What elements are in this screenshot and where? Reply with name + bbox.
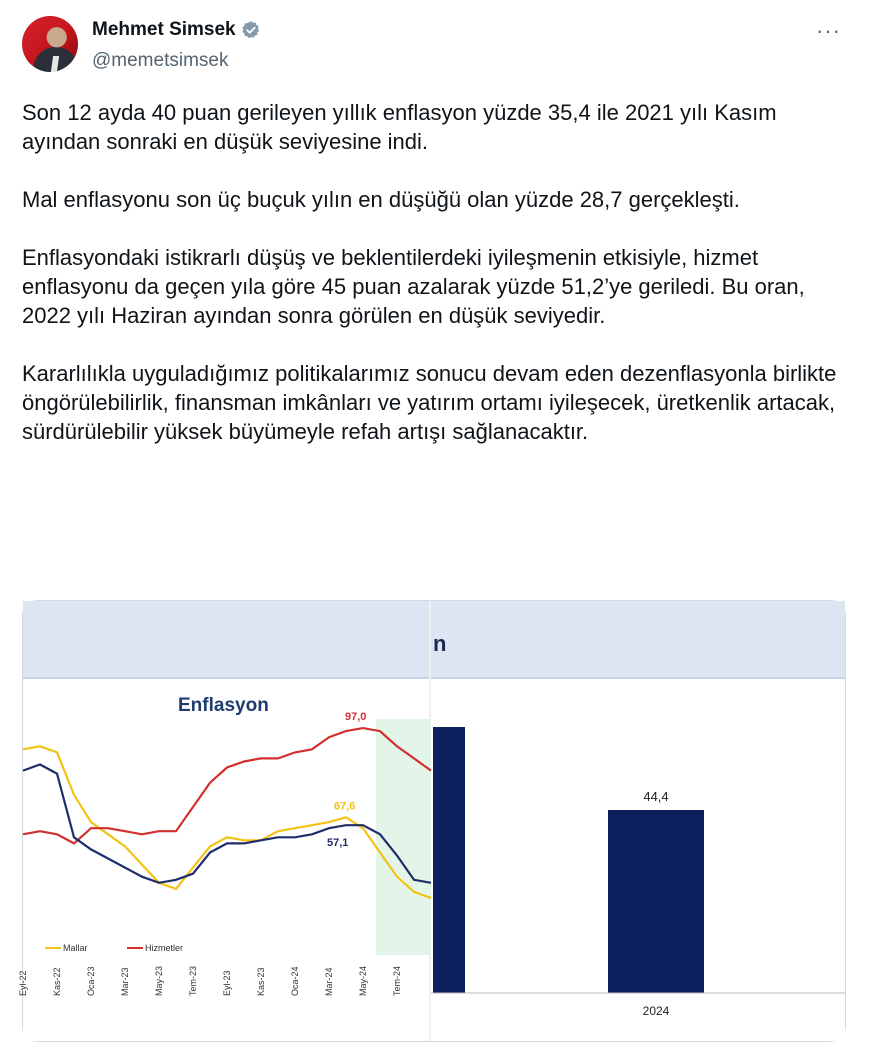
tweet-media[interactable]: [18, 600, 846, 1042]
bar-label-2024: 44,4: [643, 789, 669, 804]
tweet-paragraph: Mal enflasyonu son üç buçuk yılın en düşüğü olan yüzde 28,7 gerçekleşti.: [22, 187, 740, 212]
x-tick-label: Kas-23: [256, 967, 266, 996]
verified-badge-icon[interactable]: [241, 20, 261, 40]
legend-label-hizmetler: Hizmetler: [145, 943, 184, 953]
x-tick-label: Tem-23: [188, 965, 198, 996]
annotation-57: 57,1: [327, 837, 349, 850]
tweet-paragraph: Enflasyondaki istikrarlı düşüş ve beklentilerdeki iyileşmenin etkisiyle, hizmet enflasyonu da geçen yıla göre 45 puan azalarak yüzde 51,2’ye geriledi. Bu oran, 2022 yılı Haziran ayından sonra görülen en düşük seviyedir.: [22, 245, 805, 328]
more-horizontal-icon[interactable]: ···: [816, 18, 841, 43]
header-band-rule: [23, 677, 845, 679]
bar-2024: [608, 810, 704, 993]
tweet-paragraph: Kararlılıkla uyguladığımız politikalarımız sonucu devam eden dezenflasyonla birlikte öngörülebilirlik, finansman imkânları ve yatırım ortamı iyileşecek, üretkenlik artacak, sürdürülebilir yüksek büyümeyle refah artışı sağlanacaktır.: [22, 361, 837, 444]
x-tick-label: Kas-22: [52, 967, 62, 996]
avatar[interactable]: [22, 16, 78, 72]
annotation-67: 67,6: [334, 800, 356, 813]
x-tick-label: Tem-24: [392, 965, 402, 996]
line-chart-title: Enflasyon: [178, 695, 269, 716]
x-tick-label: Oca-24: [290, 966, 300, 996]
tweet-text: [22, 98, 852, 475]
x-tick-label: May-23: [154, 965, 164, 996]
author-row: [92, 19, 261, 41]
bar-category-2024: 2024: [642, 1004, 670, 1018]
tweet-paragraph: Son 12 ayda 40 puan gerileyen yıllık enflasyon yüzde 35,4 ile 2021 yılı Kasım ayından sonraki en düşük seviyesine indi.: [22, 100, 777, 154]
media-image: [18, 601, 845, 1041]
highlight-region: [376, 719, 431, 955]
author-handle[interactable]: @memetsimsek: [92, 50, 229, 71]
x-tick-label: Mar-24: [324, 967, 334, 996]
x-tick-label: Oca-23: [86, 966, 96, 996]
x-tick-label: Eyl-23: [222, 970, 232, 996]
x-tick-label: Eyl-22: [18, 970, 28, 996]
x-tick-label: Mar-23: [120, 967, 130, 996]
annotation-97: 97,0: [345, 711, 367, 724]
bar-left-partial: [433, 727, 465, 993]
x-tick-label: May-24: [358, 965, 368, 996]
legend-label-mallar: Mallar: [63, 943, 88, 953]
author-name[interactable]: Mehmet Simsek: [92, 19, 236, 40]
header-fragment: n: [433, 631, 447, 656]
